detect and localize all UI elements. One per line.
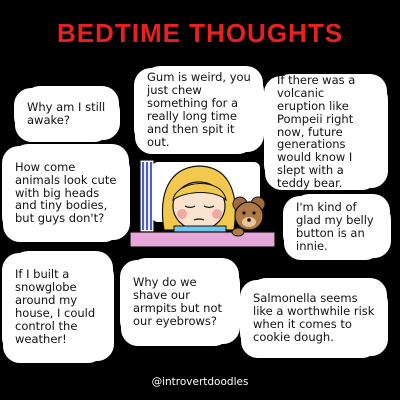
thought-bubble xyxy=(138,70,260,150)
teddy-bear-icon xyxy=(232,197,265,236)
blanket xyxy=(130,232,275,247)
thought-bubble xyxy=(287,198,387,256)
right-cheek xyxy=(212,209,222,219)
thought-text: Salmonella seems like a worthwhile risk when it comes to cookie dough. xyxy=(253,291,375,344)
comic-title: BEDTIME THOUGHTS xyxy=(56,18,344,48)
thought-bubble xyxy=(124,262,236,342)
thought-bubble xyxy=(6,148,126,238)
thought-text: I'm kind of glad my belly button is an innie. xyxy=(296,200,374,253)
thought-bubble xyxy=(268,73,384,191)
thought-text: Gum is weird, you just chew something for a really long time and then spit it out. xyxy=(147,70,251,149)
author-credit: @introvertdoodles xyxy=(151,376,249,388)
girl-in-bed-illustration xyxy=(130,152,275,247)
thought-text: Why am I still awake? xyxy=(27,100,106,127)
thought-bubble xyxy=(244,282,384,354)
thought-text: If I built a snowglobe around my house, I could control the weather! xyxy=(15,267,96,346)
thought-text: Why do we shave our armpits but not our eyebrows? xyxy=(133,275,223,328)
thought-text: If there was a volcanic eruption like Pompeii right now, future generations would know I slept with a teddy bear. xyxy=(277,73,356,191)
left-cheek xyxy=(177,209,187,219)
thought-bubble xyxy=(18,90,116,138)
thought-bubble xyxy=(6,255,110,359)
thought-text: How come animals look cute with big heads and tiny bodies, but guys don't? xyxy=(15,159,117,226)
